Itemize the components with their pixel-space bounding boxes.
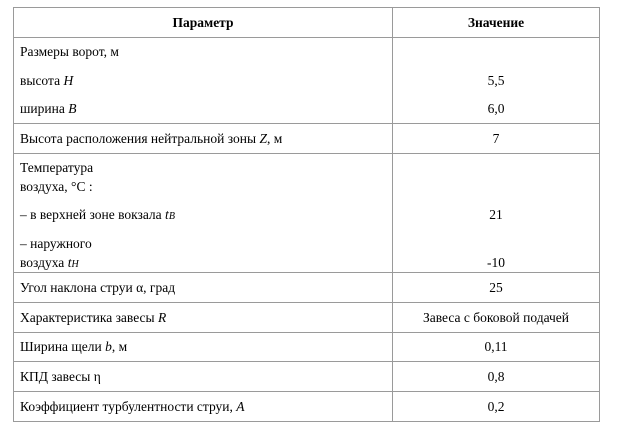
temp-upper-label: – в верхней зоне вокзала tВ <box>20 207 175 222</box>
angle-label: Угол наклона струи α, град <box>20 280 176 295</box>
turbulence-label: Коэффициент турбулентности струи, A <box>20 399 245 414</box>
gate-height-label: высота H <box>20 73 74 88</box>
table-row-turbulence <box>14 392 600 422</box>
header-value: Значение <box>393 8 600 38</box>
temp-outside-label-2: воздуха tН <box>20 255 79 270</box>
angle-value: 25 <box>489 280 503 295</box>
parameters-table <box>13 7 600 422</box>
turbulence-param-cell <box>14 392 393 422</box>
slot-label: Ширина щели b, м <box>20 339 128 354</box>
table-row-efficiency <box>14 362 600 392</box>
table-row-curtain <box>14 303 600 333</box>
gate-width-value: 6,0 <box>487 101 505 116</box>
gate-title: Размеры ворот, м <box>20 44 119 59</box>
temp-title-1: Температура <box>20 160 94 175</box>
neutral-label: Высота расположения нейтральной зоны Z, м <box>20 131 283 146</box>
temp-upper-value: 21 <box>489 207 503 222</box>
table-header-row <box>14 8 600 38</box>
gate-height-value: 5,5 <box>487 73 505 88</box>
gate-param-cell <box>14 38 393 124</box>
temp-outside-label-1: – наружного <box>20 236 92 251</box>
temp-outside-value: -10 <box>487 255 505 270</box>
table-row-neutral-zone <box>14 124 600 154</box>
neutral-param-cell <box>14 124 393 154</box>
neutral-value-cell <box>393 124 600 154</box>
angle-param-cell <box>14 273 393 303</box>
efficiency-value: 0,8 <box>487 369 505 384</box>
neutral-value: 7 <box>492 131 500 146</box>
table-row-gate <box>14 38 600 124</box>
angle-value-cell <box>393 273 600 303</box>
header-param: Параметр <box>14 8 393 38</box>
turbulence-value-cell <box>393 392 600 422</box>
table-row-slot <box>14 333 600 362</box>
efficiency-value-cell <box>393 362 600 392</box>
table-row-angle <box>14 273 600 303</box>
curtain-value: Завеса с боковой подачей <box>422 310 570 325</box>
curtain-param-cell <box>14 303 393 333</box>
gate-value-cell <box>393 38 600 124</box>
slot-param-cell <box>14 333 393 362</box>
slot-value: 0,11 <box>484 339 508 354</box>
curtain-label: Характеристика завесы R <box>20 310 167 325</box>
temp-param-cell <box>14 154 393 273</box>
efficiency-label: КПД завесы η <box>20 369 101 384</box>
curtain-value-cell <box>393 303 600 333</box>
gate-width-label: ширина B <box>20 101 77 116</box>
temp-title-2: воздуха, °С : <box>20 179 93 194</box>
temp-value-cell <box>393 154 600 273</box>
table-row-temperature <box>14 154 600 273</box>
efficiency-param-cell <box>14 362 393 392</box>
slot-value-cell <box>393 333 600 362</box>
turbulence-value: 0,2 <box>487 399 505 414</box>
